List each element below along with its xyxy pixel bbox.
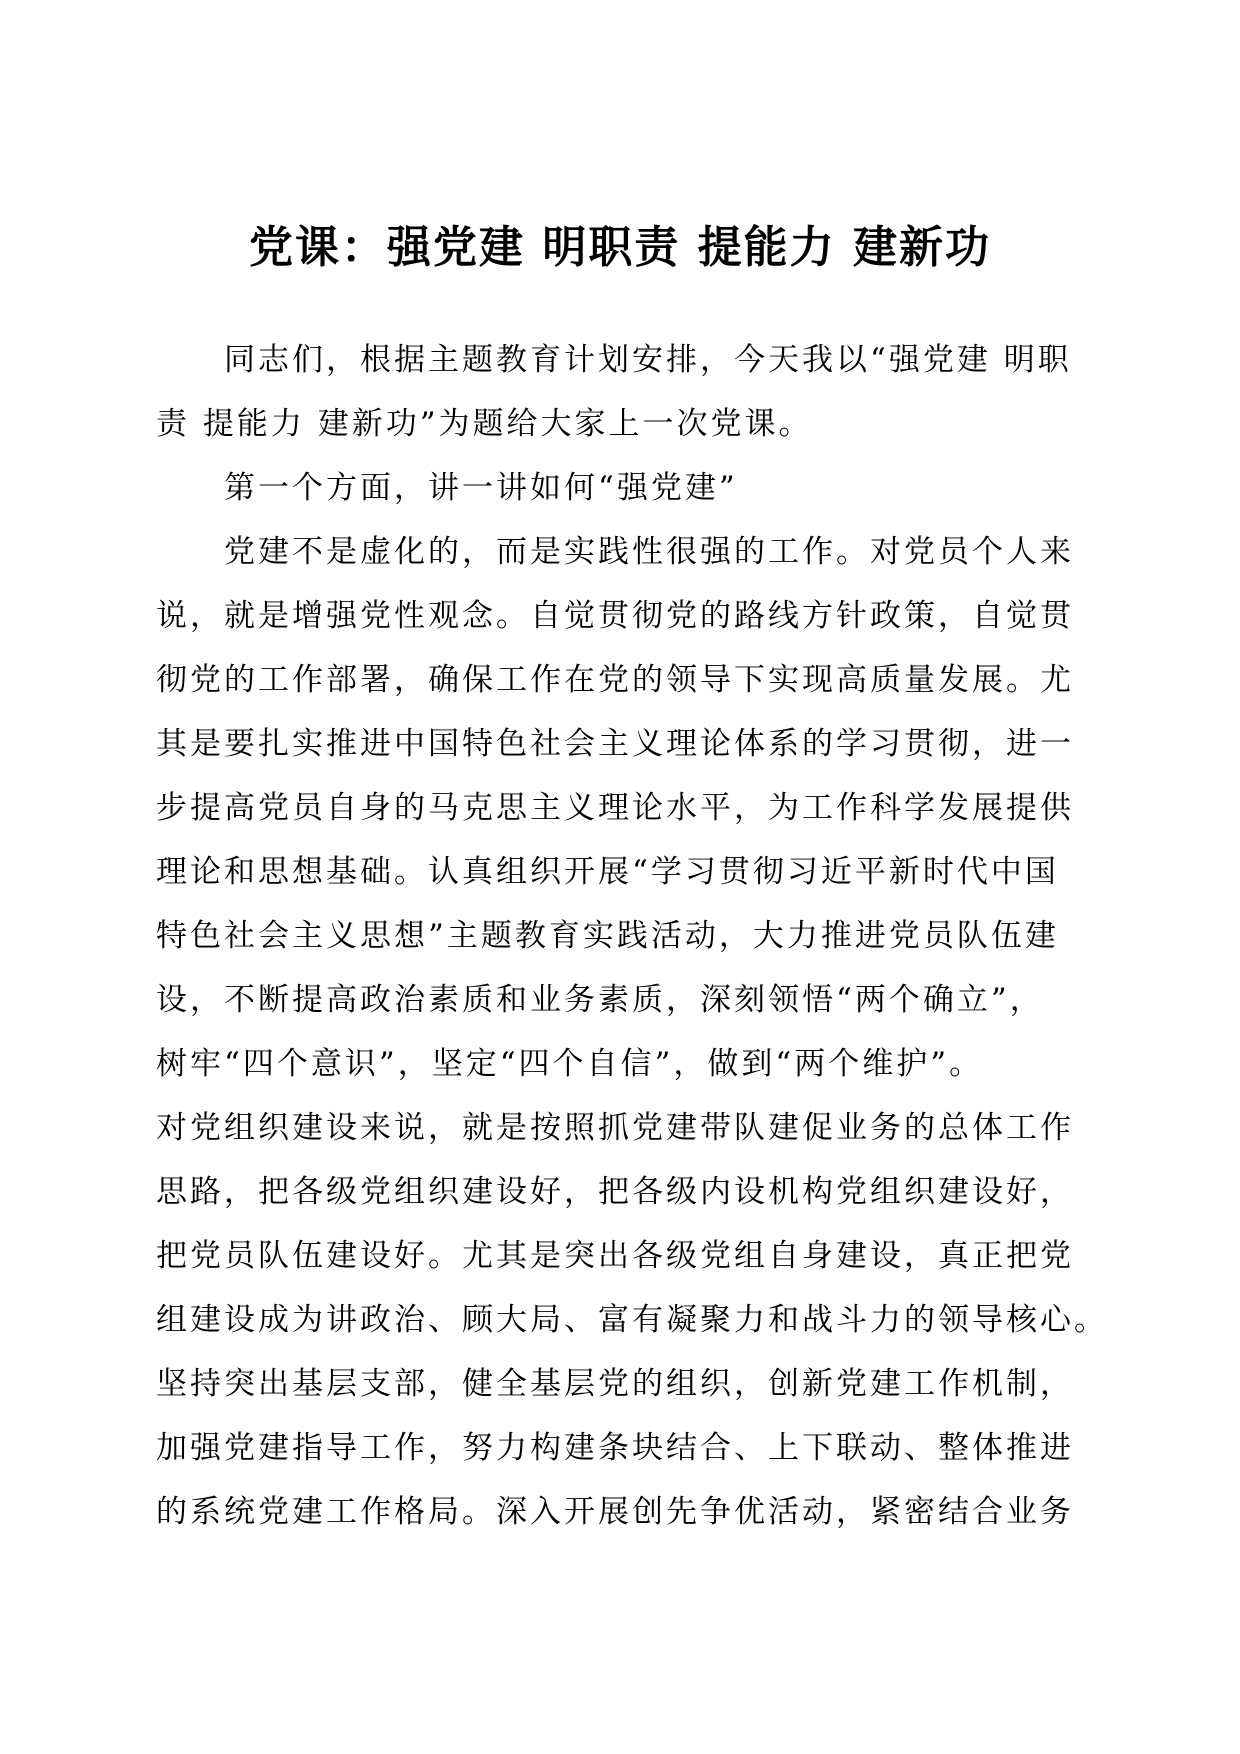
document-body — [156, 328, 1108, 1544]
paragraph-line: 设，不断提高政治素质和业务素质，深刻领悟“两个确立”， — [156, 982, 1044, 1018]
paragraph-line: 组建设成为讲政治、顾大局、富有凝聚力和战斗力的领导核心。 — [156, 1302, 1108, 1338]
paragraph-line: 坚持突出基层支部，健全基层党的组织，创新党建工作机制， — [156, 1366, 1074, 1402]
paragraph-line: 理论和思想基础。认真组织开展“学习贯彻习近平新时代中国 — [156, 854, 1059, 890]
document-title: 党课：强党建 明职责 提能力 建新功 — [249, 222, 991, 273]
paragraph-line: 彻党的工作部署，确保工作在党的领导下实现高质量发展。尤 — [156, 662, 1074, 698]
paragraph-line: 党建不是虚化的，而是实践性很强的工作。对党员个人来 — [224, 534, 1074, 570]
paragraph-line: 特色社会主义思想”主题教育实践活动，大力推进党员队伍建 — [156, 918, 1059, 954]
paragraph-line: 步提高党员自身的马克思主义理论水平，为工作科学发展提供 — [156, 790, 1074, 826]
section-heading: 第一个方面，讲一讲如何“强党建” — [224, 470, 738, 506]
paragraph-line: 同志们，根据主题教育计划安排，今天我以“强党建 明职 — [224, 342, 1072, 378]
paragraph-line: 其是要扎实推进中国特色社会主义理论体系的学习贯彻，进一 — [156, 726, 1074, 762]
paragraph-line: 树牢“四个意识”，坚定“四个自信”，做到“两个维护”。 — [156, 1046, 984, 1082]
paragraph-line: 对党组织建设来说，就是按照抓党建带队建促业务的总体工作 — [156, 1110, 1074, 1146]
paragraph-line: 加强党建指导工作，努力构建条块结合、上下联动、整体推进 — [156, 1430, 1074, 1466]
paragraph-line: 的系统党建工作格局。深入开展创先争优活动，紧密结合业务 — [156, 1494, 1074, 1530]
paragraph-line: 说，就是增强党性观念。自觉贯彻党的路线方针政策，自觉贯 — [156, 598, 1074, 634]
paragraph-line: 思路，把各级党组织建设好，把各级内设机构党组织建设好， — [156, 1174, 1074, 1210]
paragraph-line: 把党员队伍建设好。尤其是突出各级党组自身建设，真正把党 — [156, 1238, 1074, 1274]
paragraph-line: 责 提能力 建新功”为题给大家上一次党课。 — [156, 406, 813, 442]
